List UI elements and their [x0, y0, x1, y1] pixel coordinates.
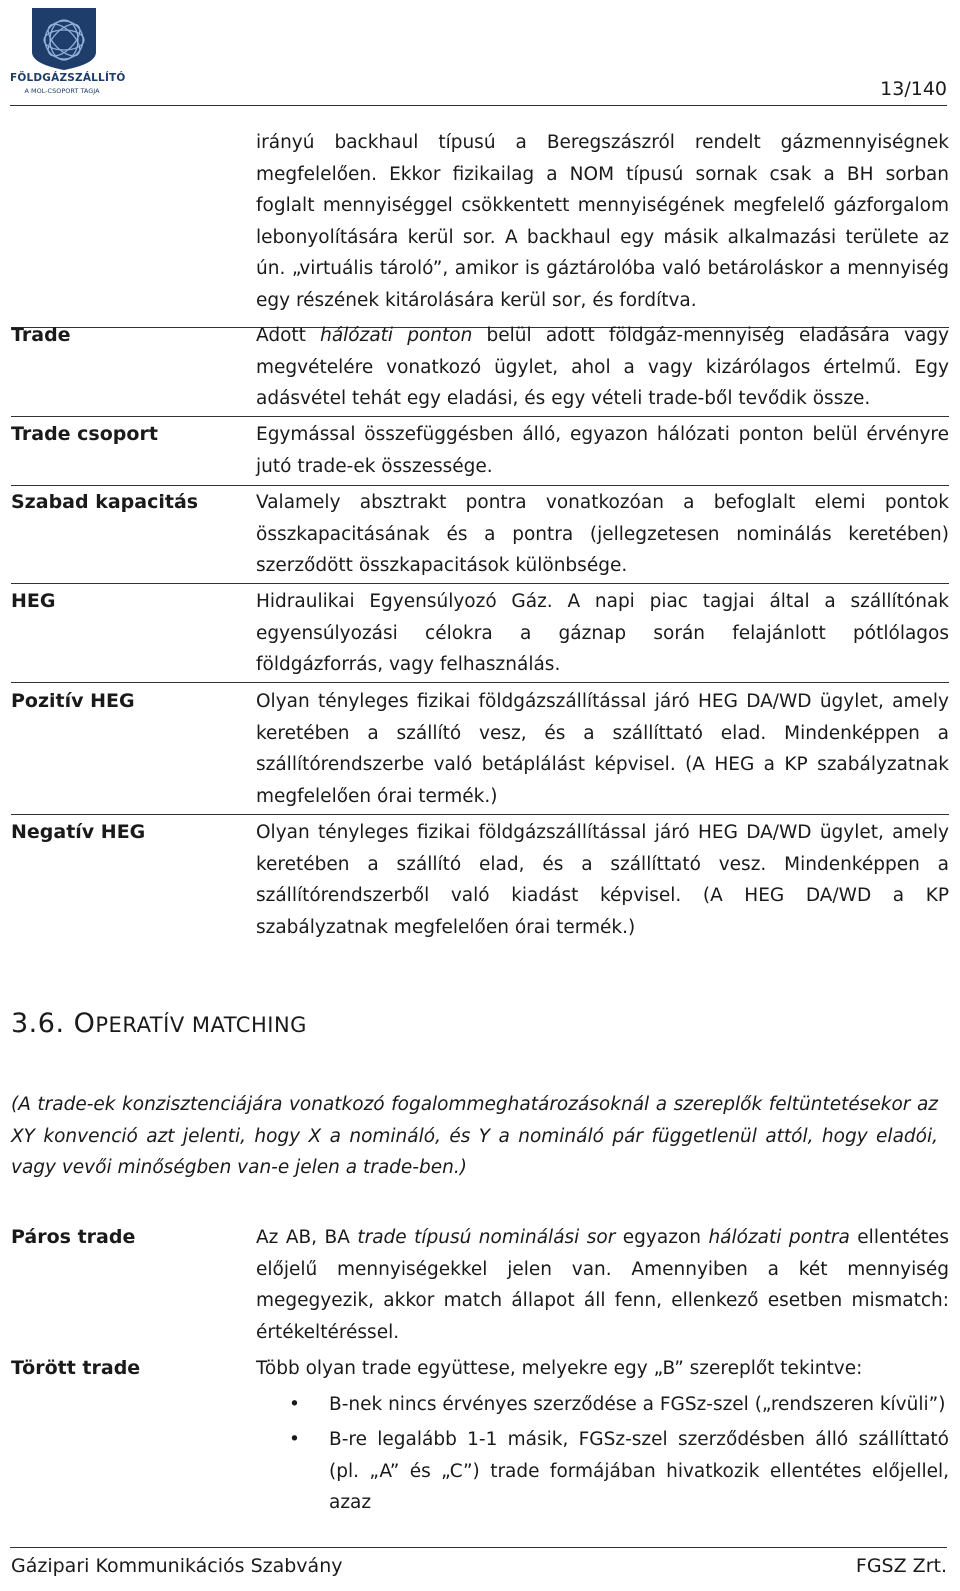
section-title-initial: O	[73, 1008, 96, 1039]
bullet-list	[256, 1389, 949, 1519]
term-label: Pozitív HEG	[11, 690, 135, 712]
bullet-icon: •	[289, 1393, 300, 1415]
term-definition: Egymással összefüggésben álló, egyazon hálózati ponton belül érvényre jutó trade-ek összessége.	[256, 424, 949, 477]
term-row-szabad-kapacitas	[11, 487, 949, 584]
section-number: 3.6.	[11, 1008, 65, 1039]
term-definition: Olyan tényleges fizikai földgázszállítással járó HEG DA/WD ügylet, amely keretében a szállító elad, és a szállíttató vesz. Mindenképpen a szállítórendszerből való kiadást képvisel. (A HEG DA/WD a KP szabályzatnak megfelelően órai termék.)	[256, 822, 949, 938]
term-row-paros-trade	[11, 1222, 949, 1350]
bullet-icon: •	[289, 1429, 300, 1450]
logo-name: FÖLDGÁZSZÁLLÍTÓ	[10, 72, 126, 84]
term-label: Szabad kapacitás	[11, 491, 199, 513]
company-logo	[10, 6, 126, 98]
header-rule	[10, 105, 947, 106]
term-label: Törött trade	[11, 1357, 141, 1379]
term-definition: Olyan tényleges fizikai földgázszállítással járó HEG DA/WD ügylet, amely keretében a szállító vesz, és a szállíttató elad. Mindenképpen a szállítórendszerbe való betáplálást képvisel. (A HEG a KP szabályzatnak megfelelően órai termék.)	[256, 691, 949, 807]
intro-row	[11, 127, 949, 328]
list-item: • B-re legalább 1-1 másik, FGSz-szel szerződésben álló szállíttató (pl. „A” és „C”) trade formájában hivatkozik ellentétes előjellel, azaz	[256, 1424, 949, 1519]
term-definition	[256, 1353, 949, 1523]
term-definition: Adott hálózati ponton belül adott földgáz-mennyiség eladására vagy megvételére vonatkozó ügylet, ahol a vagy kizárólagos értelmű. Egy adásvétel tehát egy eladási, és egy vételi trade-ből tevődik össze.	[256, 325, 949, 409]
footer-right: FGSZ Zrt.	[855, 1555, 947, 1577]
term-label: Trade csoport	[11, 423, 158, 445]
term-row-negativ-heg	[11, 817, 949, 945]
logo-emblem-icon	[10, 6, 114, 72]
term-definition: Valamely absztrakt pontra vonatkozóan a befoglalt elemi pontok összkapacitásának és a pontra (jellegzetesen nominálás keretében) szerződött összkapacitások különbsége.	[256, 492, 949, 576]
section-heading	[11, 1008, 307, 1039]
section-title-rest: PERATÍV MATCHING	[95, 1013, 307, 1037]
term-definition: Az AB, BA trade típusú nominálási sor egyazon hálózati pontra ellentétes előjelű mennyiségekkel jelen van. Amennyiben a két mennyiség megegyezik, akkor match állapot áll fenn, ellenkező esetben mismatch: értékeltéréssel.	[256, 1227, 949, 1343]
term-row-pozitiv-heg	[11, 686, 949, 815]
term-row-trade	[11, 320, 949, 417]
term-label: Negatív HEG	[11, 821, 146, 843]
term-label: HEG	[11, 590, 56, 612]
intro-continuation: irányú backhaul típusú a Beregszászról rendelt gázmennyiségnek megfelelően. Ekkor fizikailag a NOM típusú sornak csak a BH sorban foglalt mennyiséggel csökkentett mennyiségének megfelelő gázforgalom lebonyolítására kerül sor. A backhaul egy másik alkalmazási területe az ún. „virtuális tároló”, amikor is gáztárolóba való betároláskor a mennyiség egy részének kitárolására kerül sor, és fordítva.	[256, 132, 949, 311]
term-label: Trade	[11, 324, 71, 346]
footer-left: Gázipari Kommunikációs Szabvány	[11, 1555, 343, 1577]
term-row-heg	[11, 586, 949, 683]
footer-rule	[10, 1547, 947, 1548]
term-definition: Hidraulikai Egyensúlyozó Gáz. A napi piac tagjai által a szállítónak egyensúlyozási célokra a gáznap során felajánlott pótlólagos földgázforrás, vagy felhasználás.	[256, 591, 949, 675]
page-number: 13/140	[880, 78, 947, 100]
term-row-torott-trade	[11, 1353, 949, 1538]
list-item: • B-nek nincs érvényes szerződése a FGSz-szel („rendszeren kívüli”)	[256, 1389, 949, 1421]
term-row-trade-csoport	[11, 419, 949, 486]
logo-subtitle: A MOL-CSOPORT TAGJA	[24, 87, 100, 95]
definition-lead: Több olyan trade együttese, melyekre egy „B” szereplőt tekintve:	[256, 1358, 863, 1379]
term-label: Páros trade	[11, 1226, 136, 1248]
section-note: (A trade-ek konzisztenciájára vonatkozó fogalommeghatározásoknál a szereplők feltüntetésekor az XY konvenció azt jelenti, hogy X a nomináló, és Y a nomináló pár függetlenül attól, hogy eladói, vagy vevői minőségben van-e jelen a trade-ben.)	[11, 1094, 938, 1178]
